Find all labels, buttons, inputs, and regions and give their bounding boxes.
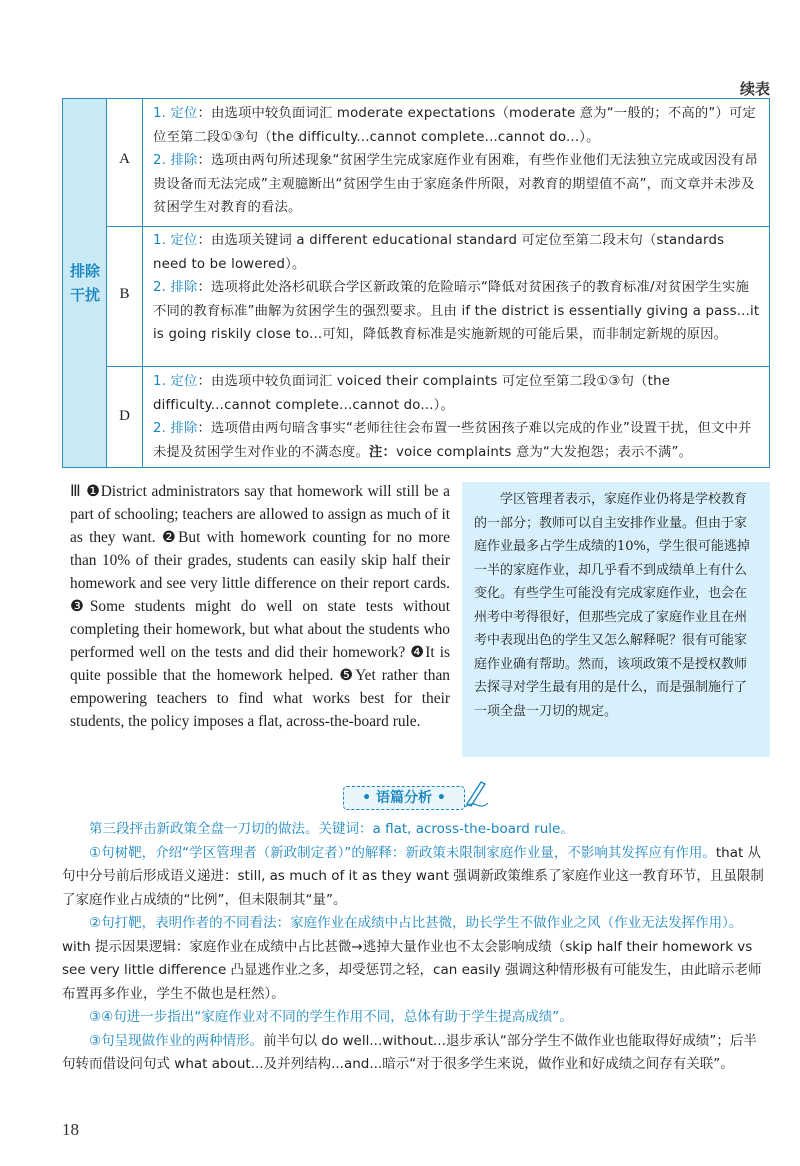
row-d-line-2 [153, 417, 761, 464]
exclude-label: 2. 排除 [153, 280, 198, 295]
sentence-number: ❹ [410, 644, 426, 661]
sentence-text: Some students might do well on state tests without completing their homework, but what about the students who performed well on the tests and did their homework? [70, 598, 450, 661]
sentence-number: ❺ [339, 667, 356, 684]
exclude-label: 2. 排除 [153, 421, 198, 436]
page-number: 18 [62, 1120, 79, 1139]
analysis-key: 第三段抨击新政策全盘一刀切的做法。关键词：a flat, across-the-board rule。 [89, 821, 574, 837]
sentence-number: ❶ [86, 483, 101, 500]
locate-label: 1. 定位 [153, 233, 198, 248]
analysis-text: with 提示因果逻辑：家庭作业在成绩中占比甚微→逃掉大量作业也不太会影响成绩（skip half their homework vs see very little difference 凸显逃作业之多，却受惩罚之轻，can easily 强调这种情形极有可能发生，由此暗示老师布置再多作业，学生不做也是枉然）。 [62, 938, 762, 1002]
row-b-line-1 [153, 229, 761, 276]
sentence-text: It is quite possible that the homework helped. [70, 644, 450, 684]
exclude-text: ：选项借由两句暗含事实“老师往往会布置一些贫困孩子难以完成的作业”设置干扰，但文中并未提及贫困学生对作业的不满态度。 [153, 421, 752, 460]
distractor-table [62, 98, 770, 468]
sentence-text: But with homework counting for no more than 10% of their grades, students can easily skip half their homework and see very little difference on their report cards. [70, 529, 450, 592]
analysis-item [62, 842, 770, 913]
row-d-line-1 [153, 370, 761, 417]
sentence-text: Yet rather than empowering teachers to find what works best for their students, the policy imposes a flat, across-the-board rule. [70, 667, 450, 730]
analysis-text: 前半句以 do well...without...退步承认“部分学生不做作业也能取得好成绩”；后半句转而借设问句式 what about...及并列结构...and...暗示“对于很多学生来说，做作业和好成绩之间存有关联”。 [62, 1032, 757, 1072]
continued-label: 续表 [739, 80, 770, 98]
note-label: 注： [368, 444, 396, 460]
analysis-item [62, 912, 770, 1006]
exclude-text: ：选项由两句所述现象“贫困学生完成家庭作业有困难，有些作业他们无法独立完成或因没有昂贵设备而无法完成”主观臆断出“贫困学生由于家庭条件所限，对教育的期望值不高”，而文章并未涉及贫困学生对教育的看法。 [153, 153, 758, 215]
table-side-header [63, 99, 107, 467]
row-divider [107, 366, 769, 367]
row-letter: D [119, 408, 130, 424]
pen-icon [463, 778, 489, 808]
sentence-number: ❸ [70, 598, 90, 615]
analysis-item [62, 1006, 770, 1030]
row-letter: A [119, 151, 130, 167]
side-label-line-1: 排除 [69, 262, 100, 280]
translation-box [462, 482, 770, 757]
locate-label: 1. 定位 [153, 374, 198, 389]
analysis-text: that 从句中分号前后形成语义递进：still, as much of it as they want 强调新政策维系了家庭作业这一教育环节，且虽限制了家庭作业占成绩的“比例”，但未限制其“量”。 [62, 844, 764, 908]
row-letter-cell [107, 99, 143, 226]
exclude-text: ：选项将此处洛杉矶联合学区新政策的危险暗示“降低对贫困孩子的教育标准/对贫困学生实施不同的教育标准”曲解为贫困学生的强烈要求。且由 if the district is essentially giving a pass...it is going riskily close to...可知，降低教育标准是实施新规的可能后果，而非制定新规的原因。 [153, 280, 760, 342]
row-a-content [153, 102, 761, 220]
analysis-item [62, 1030, 770, 1077]
sentence-number: ❷ [161, 529, 179, 546]
row-a-line-2 [153, 149, 761, 220]
row-letter-cell [107, 226, 143, 366]
analysis-key: ③句呈现做作业的两种情形。 [89, 1032, 264, 1049]
locate-text: ：由选项中较负面词汇 moderate expectations（moderate 意为“一般的；不高的”）可定位至第二段①③句（the difficulty...cannot complete...cannot do...）。 [153, 106, 756, 145]
row-letter-cell [107, 366, 143, 467]
passage-paragraph [70, 480, 450, 733]
sentence-text: District administrators say that homework will still be a part of schooling; teachers are allowed to assign as much of it as they want. [70, 483, 450, 546]
analysis-item [62, 818, 770, 842]
row-divider [107, 226, 769, 227]
analysis-key: ③④句进一步指出“家庭作业对不同的学生作用不同，总体有助于学生提高成绩”。 [89, 1009, 573, 1025]
paragraph-marker: Ⅲ [70, 483, 82, 500]
row-a-line-1 [153, 102, 761, 149]
analysis-section [62, 818, 770, 1077]
row-letter: B [119, 286, 130, 302]
row-b-line-2 [153, 276, 761, 347]
locate-text: ：由选项关键词 a different educational standard 可定位至第二段末句（standards need to be lowered）。 [153, 233, 725, 272]
exclude-label: 2. 排除 [153, 153, 198, 168]
analysis-title: • 语篇分析 • [343, 786, 465, 810]
analysis-key: ②句打靶，表明作者的不同看法：家庭作业在成绩中占比甚微，助长学生不做作业之风（作业无法发挥作用）。 [89, 915, 743, 931]
translation-text: 学区管理者表示，家庭作业仍将是学校教育的一部分；教师可以自主安排作业量。但由于家庭作业最多占学生成绩的10%，学生很可能逃掉一半的家庭作业，却几乎看不到成绩单上有什么变化。有些学生可能没有完成家庭作业，也会在州考中考得很好，但那些完成了家庭作业且在州考中表现出色的学生又怎么解释呢？很有可能家庭作业确有帮助。然而，该项政策不是授权教师去探寻对学生最有用的是什么，而是强制施行了一项全盘一刀切的规定。 [474, 492, 750, 719]
locate-label: 1. 定位 [153, 106, 198, 121]
row-d-content [153, 370, 761, 464]
side-label [69, 259, 101, 307]
side-label-line-2: 干扰 [69, 286, 100, 304]
note-text: voice complaints 意为“大发抱怨；表示不满”。 [395, 444, 693, 460]
locate-text: ：由选项中较负面词汇 voiced their complaints 可定位至第二段①③句（the difficulty...cannot complete...cannot do...）。 [153, 374, 671, 413]
english-passage [70, 480, 450, 733]
row-b-content [153, 229, 761, 347]
analysis-key: ①句树靶，介绍“学区管理者（新政制定者）”的解释：新政策未限制家庭作业量，不影响其发挥应有作用。 [89, 844, 716, 861]
